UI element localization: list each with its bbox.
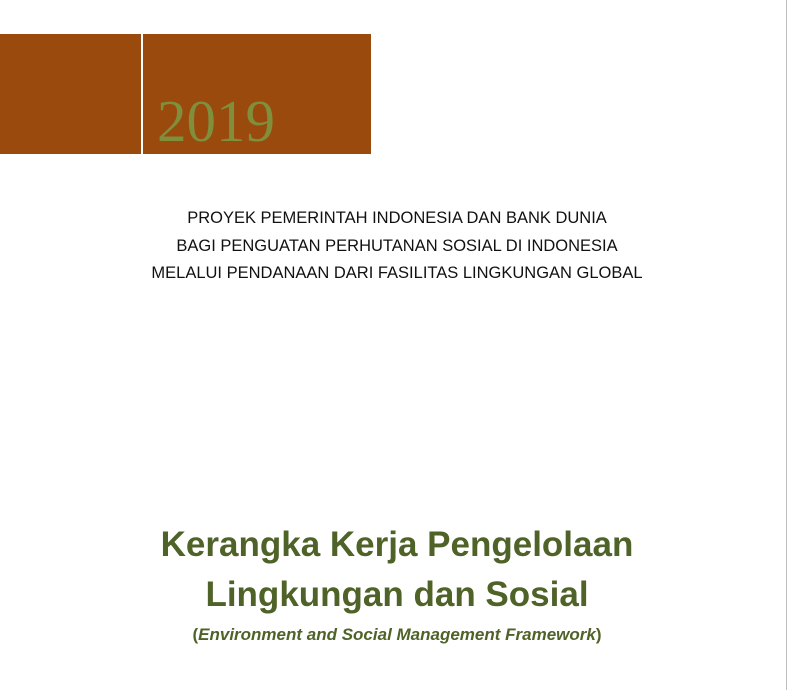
subtitle-text: Environment and Social Management Framework xyxy=(198,625,596,644)
project-line-2: BAGI PENGUATAN PERHUTANAN SOSIAL DI INDONESIA xyxy=(176,236,618,255)
cover-year: 2019 xyxy=(157,88,275,154)
title-line-1: Kerangka Kerja Pengelolaan xyxy=(160,525,634,564)
year-banner-divider xyxy=(141,34,143,158)
document-title xyxy=(0,520,794,620)
year-banner xyxy=(0,34,371,154)
project-line-1: PROYEK PEMERINTAH INDONESIA DAN BANK DUNIA xyxy=(187,209,607,227)
document-subtitle xyxy=(0,622,794,648)
subtitle-close-paren: ) xyxy=(595,625,602,644)
project-line-3: MELALUI PENDANAAN DARI FASILITAS LINGKUNGAN GLOBAL xyxy=(151,264,643,282)
subtitle-open-paren: ( xyxy=(192,625,199,644)
title-line-2: Lingkungan dan Sosial xyxy=(205,575,589,614)
project-description xyxy=(0,205,794,288)
